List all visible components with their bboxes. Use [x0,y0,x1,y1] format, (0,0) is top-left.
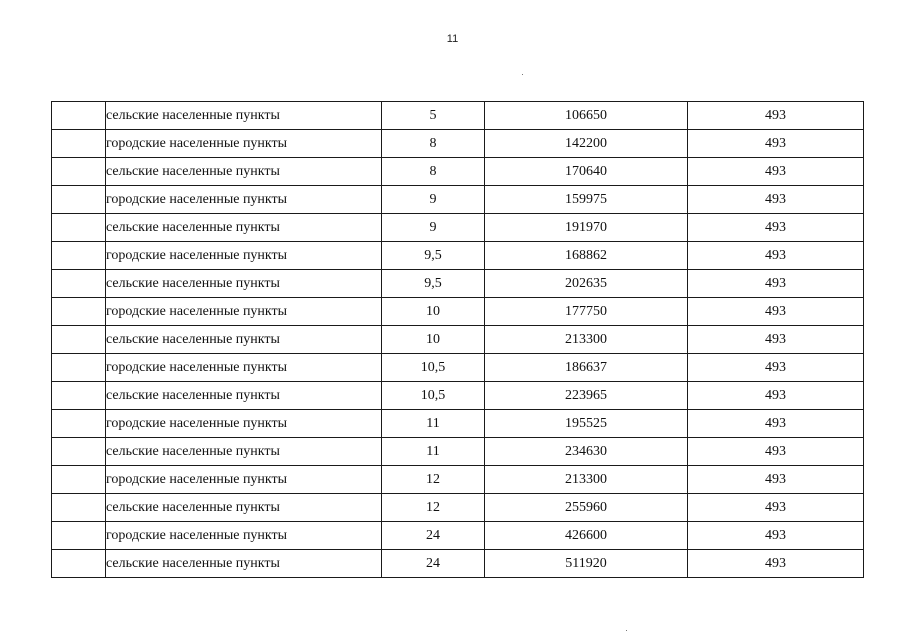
value-b-cell: 213300 [485,326,688,354]
value-b-cell: 255960 [485,494,688,522]
row-blank-cell [52,382,106,410]
row-blank-cell [52,466,106,494]
settlement-type-cell: сельские населенные пункты [106,494,382,522]
value-b-cell: 511920 [485,550,688,578]
table-row [52,186,864,214]
table-row [52,158,864,186]
row-blank-cell [52,410,106,438]
value-c-cell: 493 [688,382,864,410]
value-c-cell: 493 [688,326,864,354]
scan-speck [522,74,523,75]
value-b-cell: 234630 [485,438,688,466]
settlement-type-cell: городские населенные пункты [106,130,382,158]
value-b-cell: 186637 [485,354,688,382]
settlement-type-cell: городские населенные пункты [106,410,382,438]
table-row [52,298,864,326]
settlement-type-cell: сельские населенные пункты [106,382,382,410]
value-b-cell: 106650 [485,102,688,130]
table-row [52,214,864,242]
settlement-type-cell: городские населенные пункты [106,186,382,214]
value-c-cell: 493 [688,466,864,494]
table-row [52,354,864,382]
row-blank-cell [52,522,106,550]
value-c-cell: 493 [688,494,864,522]
value-a-cell: 12 [382,494,485,522]
settlement-type-cell: сельские населенные пункты [106,158,382,186]
table-row [52,242,864,270]
row-blank-cell [52,298,106,326]
value-a-cell: 12 [382,466,485,494]
value-a-cell: 24 [382,522,485,550]
row-blank-cell [52,354,106,382]
value-a-cell: 10,5 [382,354,485,382]
value-c-cell: 493 [688,438,864,466]
value-c-cell: 493 [688,214,864,242]
value-c-cell: 493 [688,102,864,130]
value-a-cell: 9 [382,186,485,214]
row-blank-cell [52,550,106,578]
value-b-cell: 213300 [485,466,688,494]
value-b-cell: 168862 [485,242,688,270]
value-c-cell: 493 [688,270,864,298]
value-c-cell: 493 [688,550,864,578]
value-a-cell: 11 [382,438,485,466]
row-blank-cell [52,102,106,130]
value-b-cell: 170640 [485,158,688,186]
table-row [52,102,864,130]
value-a-cell: 10 [382,326,485,354]
value-b-cell: 195525 [485,410,688,438]
settlement-type-cell: городские населенные пункты [106,466,382,494]
value-b-cell: 426600 [485,522,688,550]
settlement-type-cell: сельские населенные пункты [106,438,382,466]
value-a-cell: 11 [382,410,485,438]
value-c-cell: 493 [688,130,864,158]
table-row [52,438,864,466]
value-a-cell: 10,5 [382,382,485,410]
settlement-type-cell: сельские населенные пункты [106,214,382,242]
row-blank-cell [52,270,106,298]
value-a-cell: 9,5 [382,270,485,298]
value-a-cell: 9 [382,214,485,242]
table-row [52,550,864,578]
settlement-type-cell: сельские населенные пункты [106,270,382,298]
value-a-cell: 10 [382,298,485,326]
settlement-type-cell: сельские населенные пункты [106,102,382,130]
value-a-cell: 9,5 [382,242,485,270]
table-row [52,494,864,522]
value-c-cell: 493 [688,186,864,214]
row-blank-cell [52,494,106,522]
data-table [51,101,864,578]
value-c-cell: 493 [688,522,864,550]
table-row [52,270,864,298]
row-blank-cell [52,326,106,354]
table-row [52,326,864,354]
value-b-cell: 142200 [485,130,688,158]
row-blank-cell [52,186,106,214]
value-a-cell: 8 [382,130,485,158]
value-b-cell: 202635 [485,270,688,298]
table-row [52,410,864,438]
row-blank-cell [52,242,106,270]
row-blank-cell [52,130,106,158]
value-b-cell: 159975 [485,186,688,214]
table-row [52,382,864,410]
table-body [52,102,864,578]
value-b-cell: 177750 [485,298,688,326]
value-c-cell: 493 [688,354,864,382]
value-a-cell: 8 [382,158,485,186]
value-c-cell: 493 [688,410,864,438]
settlement-type-cell: городские населенные пункты [106,354,382,382]
settlement-type-cell: городские населенные пункты [106,522,382,550]
page-number: 11 [446,33,459,45]
value-b-cell: 191970 [485,214,688,242]
settlement-type-cell: сельские населенные пункты [106,326,382,354]
value-b-cell: 223965 [485,382,688,410]
row-blank-cell [52,214,106,242]
value-a-cell: 24 [382,550,485,578]
value-c-cell: 493 [688,158,864,186]
scan-speck [626,630,627,631]
table-row [52,466,864,494]
row-blank-cell [52,158,106,186]
table-row [52,522,864,550]
settlement-type-cell: городские населенные пункты [106,242,382,270]
table-row [52,130,864,158]
settlement-type-cell: сельские населенные пункты [106,550,382,578]
value-c-cell: 493 [688,242,864,270]
row-blank-cell [52,438,106,466]
value-a-cell: 5 [382,102,485,130]
settlement-type-cell: городские населенные пункты [106,298,382,326]
value-c-cell: 493 [688,298,864,326]
